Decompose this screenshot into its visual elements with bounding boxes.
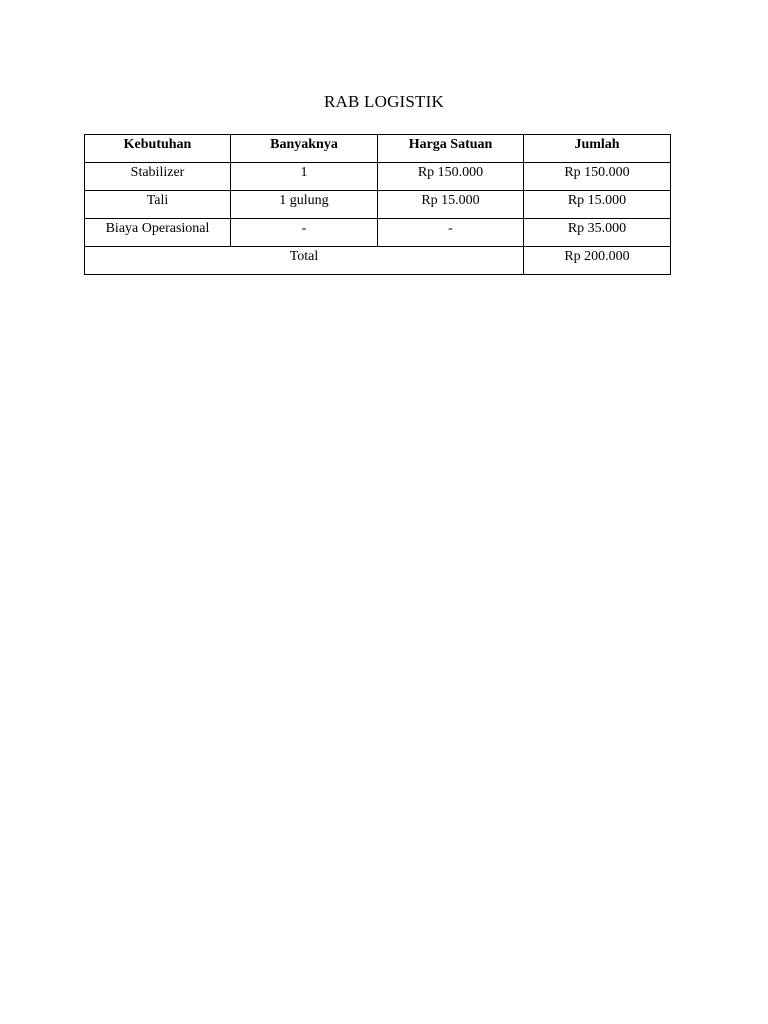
cell-harga-satuan: Rp 15.000 (378, 191, 524, 219)
page-title: RAB LOGISTIK (324, 92, 444, 111)
total-label: Total (85, 247, 524, 275)
cell-harga-satuan: Rp 150.000 (378, 163, 524, 191)
cell-banyaknya: - (231, 219, 378, 247)
table-row (85, 219, 671, 247)
table-row (85, 191, 671, 219)
header-banyaknya: Banyaknya (231, 135, 378, 163)
cell-kebutuhan: Biaya Operasional (85, 219, 231, 247)
cell-jumlah: Rp 15.000 (524, 191, 671, 219)
total-row (85, 247, 671, 275)
budget-table (84, 134, 671, 275)
cell-jumlah: Rp 35.000 (524, 219, 671, 247)
cell-jumlah: Rp 150.000 (524, 163, 671, 191)
header-kebutuhan: Kebutuhan (85, 135, 231, 163)
cell-banyaknya: 1 gulung (231, 191, 378, 219)
cell-kebutuhan: Tali (85, 191, 231, 219)
header-jumlah: Jumlah (524, 135, 671, 163)
table-header-row (85, 135, 671, 163)
header-harga-satuan: Harga Satuan (378, 135, 524, 163)
table-row (85, 163, 671, 191)
cell-banyaknya: 1 (231, 163, 378, 191)
cell-harga-satuan: - (378, 219, 524, 247)
total-value: Rp 200.000 (524, 247, 671, 275)
cell-kebutuhan: Stabilizer (85, 163, 231, 191)
